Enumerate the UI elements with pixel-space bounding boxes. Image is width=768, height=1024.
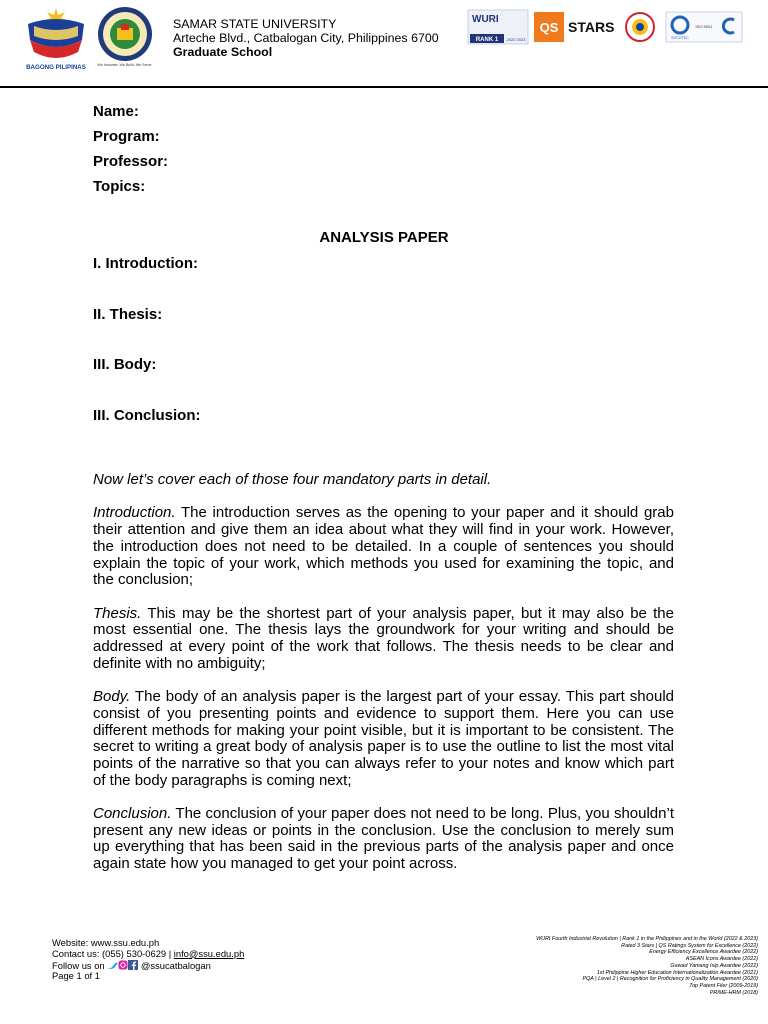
footer-website[interactable]: Website: www.ssu.edu.ph	[52, 937, 160, 948]
social-handle: @ssucatbalogan	[138, 959, 211, 971]
award-item: PQA | Level 2 | Recognition for Proficiency in Quality Management (2020)	[582, 976, 758, 983]
svg-text:STARS: STARS	[568, 19, 615, 35]
svg-text:ISO 9001: ISO 9001	[695, 24, 713, 29]
awards-list	[398, 936, 758, 996]
svg-text:WURI: WURI	[472, 14, 499, 25]
award-item: Rated 3 Stars | QS Ratings System for Excellence (2022)	[621, 942, 758, 949]
twitter-icon[interactable]	[107, 961, 118, 970]
svg-text:SOCOTEC: SOCOTEC	[671, 36, 689, 40]
award-item: WURI Fourth Industrial Revolution | Rank 1 in the Philippines and in the World (2022 & 2023)	[536, 936, 758, 942]
paragraph-body	[93, 689, 674, 789]
paragraph-text: The conclusion of your paper does not need to be long. Plus, you shouldn’t present any new ideas or points in the conclusion. Use the conclusion to merely sum up everything that has been said in the previous parts of the analysis paper and once again state how you managed to get your point across.	[93, 805, 674, 873]
term: Conclusion.	[93, 805, 172, 822]
lead-paragraph: Now let’s cover each of those four mandatory parts in detail.	[93, 471, 492, 488]
award-item: Energy Efficiency Excellence Awardee (2022)	[649, 949, 758, 956]
award-item: Top Patent Filer (2009-2019)	[689, 982, 758, 989]
paragraph-conclusion	[93, 806, 674, 873]
paper-outline	[93, 255, 201, 457]
field-professor: Professor:	[93, 153, 169, 170]
page-number: Page 1 of 1	[52, 970, 100, 982]
svg-text:2022 2023: 2022 2023	[506, 37, 526, 42]
document-title: ANALYSIS PAPER	[319, 229, 449, 246]
student-fields	[93, 103, 168, 203]
follow-label: Follow us on	[52, 959, 108, 971]
qs-stars-badge	[534, 12, 614, 42]
term: Thesis.	[93, 604, 142, 622]
field-topics: Topics:	[93, 178, 146, 195]
svg-text:RANK 1: RANK 1	[475, 37, 499, 43]
footer-contact	[52, 938, 244, 982]
award-item: 1st Philippine Higher Education Internationalization Awardee (2021)	[596, 969, 758, 976]
award-item: ASEAN Icons Awardee (2022)	[685, 956, 758, 963]
paragraph-text: The body of an analysis paper is the largest part of your essay. This part should consist of you presenting points and evidence to support them. Here you can use different methods for making your point visible, but it is important to be consistent. The secret to writing a great body of analysis paper is to use the outline to list the most vital points of the narrative so that you can always refer to your notes and know which part of the body paragraphs is coming next;	[93, 688, 674, 789]
outline-body: III. Body:	[93, 356, 157, 373]
paragraph-text: This may be the shortest part of your analysis paper, but it may also be the most essential one. The thesis lays the groundwork for your writing and should be addressed at every point of the work that follows. The thesis needs to be clear and definite with no ambiguity;	[93, 604, 674, 672]
term: Body.	[93, 688, 131, 706]
award-seal	[626, 13, 654, 41]
university-address: Arteche Blvd., Catbalogan City, Philippines 6700	[173, 31, 439, 45]
paragraph-thesis	[93, 606, 674, 673]
instagram-icon[interactable]	[118, 960, 128, 970]
award-item: PRIME-HRM (2018)	[709, 989, 758, 996]
outline-introduction: I. Introduction:	[93, 255, 198, 272]
field-name: Name:	[93, 103, 139, 120]
paragraph-introduction	[93, 505, 674, 589]
facebook-icon[interactable]	[128, 960, 138, 970]
bagong-pilipinas-text: BAGONG PILIPINAS	[26, 64, 86, 71]
field-program: Program:	[93, 128, 160, 145]
bagong-pilipinas-logo	[20, 6, 92, 72]
email-link[interactable]: info@ssu.edu.ph	[173, 947, 245, 959]
paragraph-text: The introduction serves as the opening to your paper and it should grab their attention and give them an idea about what they will find in your work. However, the introduction does not need to be detailed. In a couple of sentences you should explain the topic of your work, which methods you used for examining the topic, and the conclusion;	[93, 504, 674, 589]
term: Introduction.	[93, 504, 176, 522]
outline-thesis: II. Thesis:	[93, 305, 163, 323]
footer-contact-line	[52, 949, 244, 960]
letterhead	[0, 0, 768, 88]
header-divider	[0, 86, 768, 88]
accreditation-badges	[466, 8, 746, 48]
school-name: Graduate School	[173, 45, 273, 59]
outline-conclusion: III. Conclusion:	[93, 406, 201, 424]
socotec-badge	[666, 12, 742, 42]
svg-text:QS: QS	[539, 20, 559, 35]
university-name: SAMAR STATE UNIVERSITY	[173, 17, 337, 31]
ssu-seal-logo	[95, 6, 155, 68]
contact-phone: Contact us: (055) 530-0629 |	[52, 947, 174, 959]
award-item: Gawad Yamang Isip Awardee (2022)	[670, 962, 758, 969]
guide-content	[93, 472, 674, 890]
university-block	[173, 17, 439, 59]
ssu-tagline: We Innovate. We Build. We Serve.	[97, 63, 153, 67]
wuri-badge	[468, 10, 528, 44]
